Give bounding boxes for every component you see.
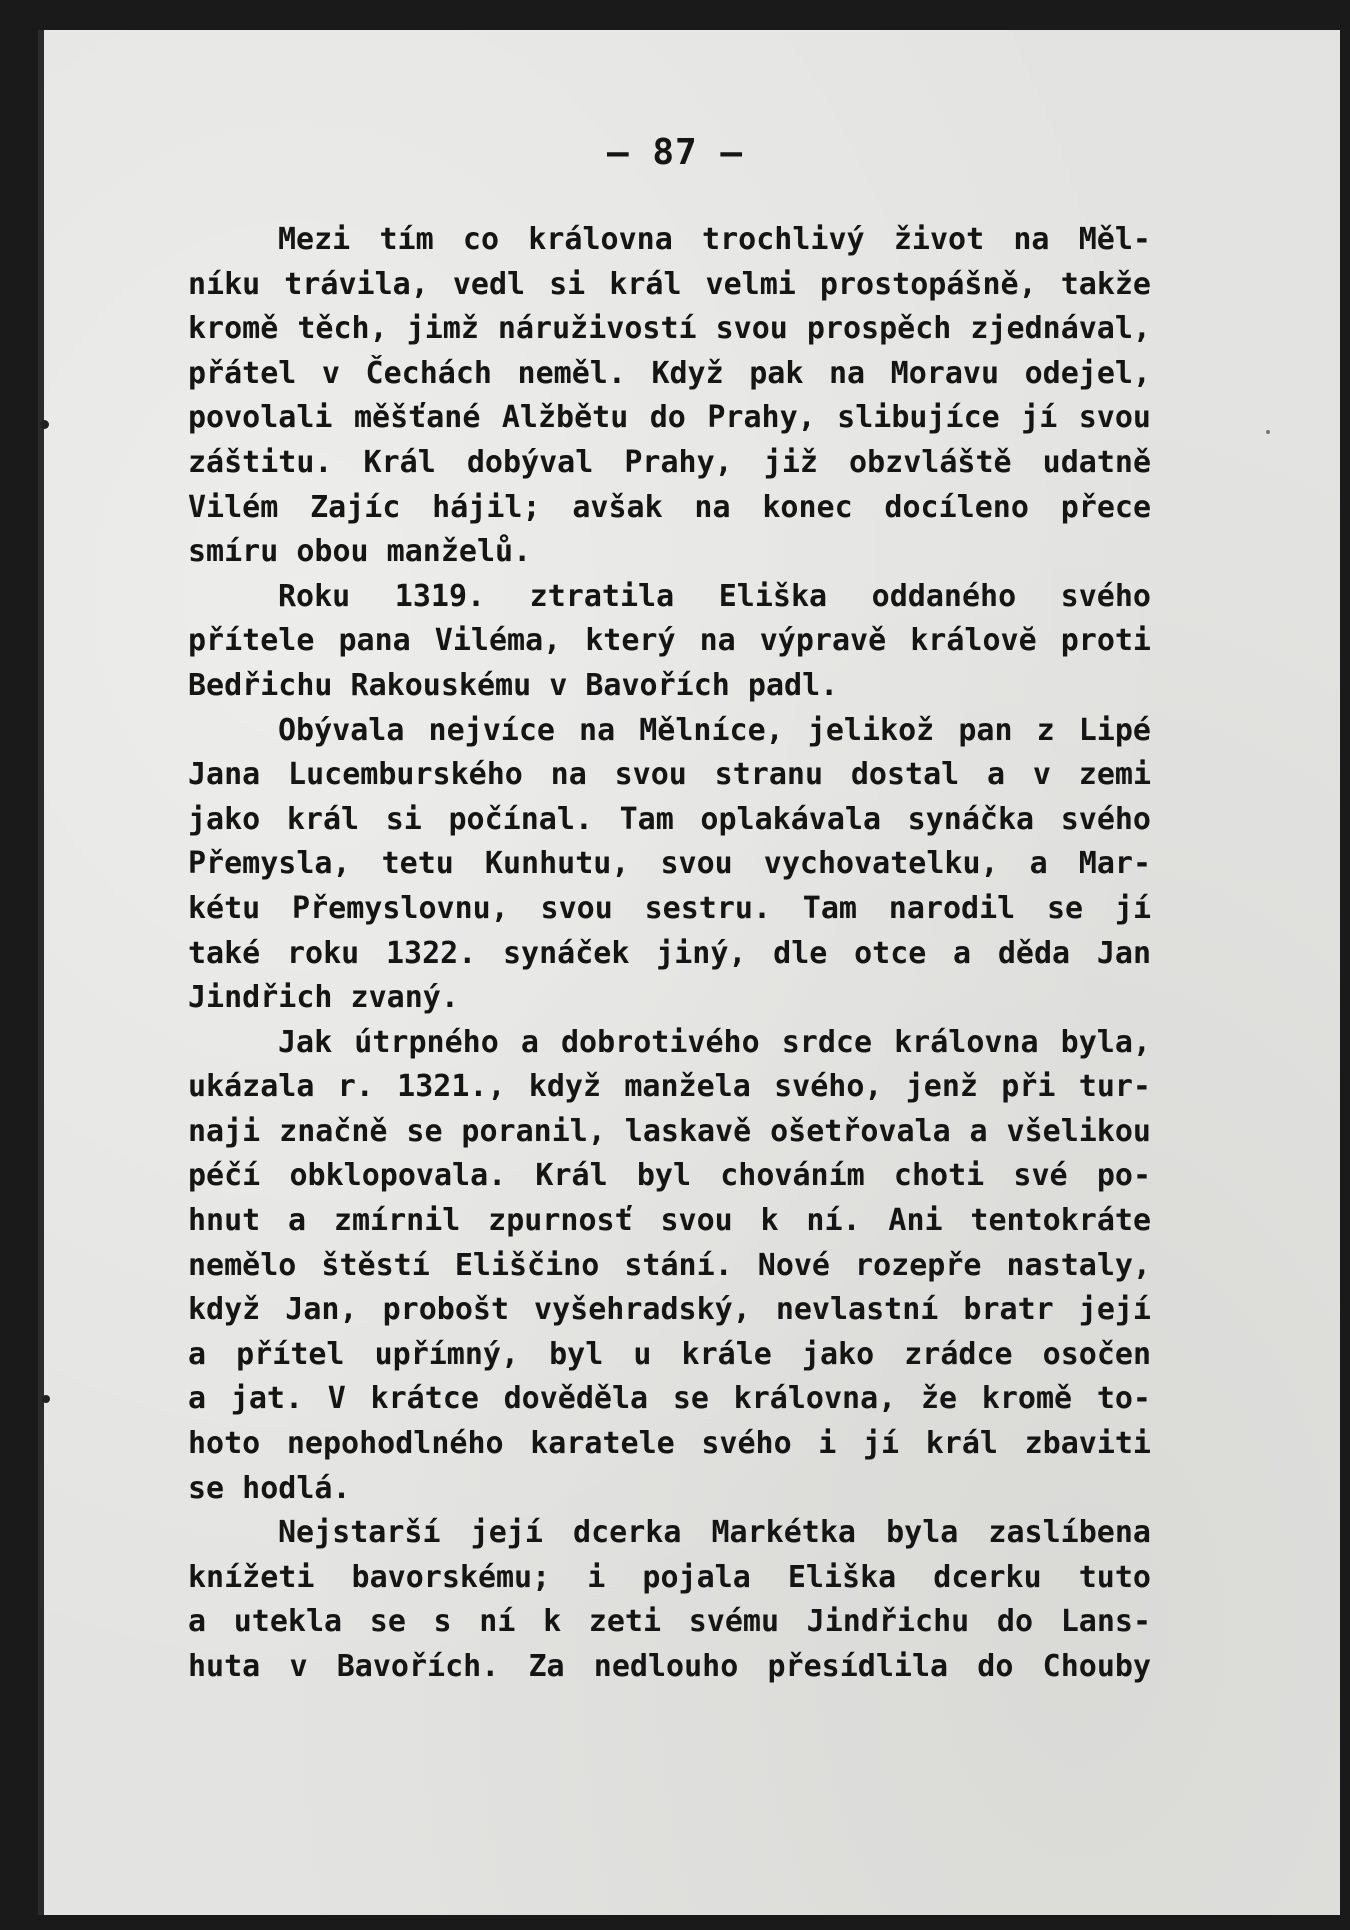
text-line: když Jan, probošt vyšehradský, nevlastní bratr její bbox=[188, 1292, 1151, 1328]
text-line: smíru obou manželů. bbox=[188, 534, 532, 570]
text-line: Vilém Zajíc hájil; avšak na konec docíleno přece bbox=[188, 489, 1151, 525]
text-line: Jak útrpného a dobrotivého srdce královna byla, bbox=[278, 1024, 1151, 1060]
page-gutter-edge bbox=[38, 30, 44, 1915]
ink-speck bbox=[42, 1395, 50, 1403]
text-line: huta v Bavořích. Za nedlouho přesídlila do Chouby bbox=[188, 1649, 1151, 1684]
text-line: a utekla se s ní k zeti svému Jindřichu do Lans- bbox=[188, 1604, 1151, 1640]
text-line: hoto nepohodlného karatele svého i jí král zbaviti bbox=[188, 1426, 1151, 1462]
text-line: přátel v Čechách neměl. Když pak na Moravu odejel, bbox=[188, 355, 1151, 391]
text-line: knížeti bavorskému; i pojala Eliška dcerku tuto bbox=[188, 1559, 1151, 1595]
text-line: jako král si počínal. Tam oplakávala synáčka svého bbox=[188, 801, 1151, 837]
text-line: a jat. V krátce dověděla se královna, že kromě to- bbox=[188, 1381, 1151, 1417]
text-line: přítele pana Viléma, který na výpravě královĕ proti bbox=[188, 623, 1151, 659]
text-line: Obývala nejvíce na Mělníce, jelikož pan z Lipé bbox=[278, 712, 1151, 748]
ink-speck bbox=[1266, 430, 1270, 434]
text-line: a přítel upřímný, byl u krále jako zrádce osočen bbox=[188, 1336, 1151, 1372]
text-line: Bedřichu Rakouskému v Bavořích padl. bbox=[188, 667, 839, 703]
text-line: se hodlá. bbox=[188, 1470, 351, 1506]
text-line: hnut a zmírnil zpurnosť svou k ní. Ani tentokráte bbox=[188, 1203, 1151, 1239]
ink-speck bbox=[40, 420, 49, 429]
text-line: kromě těch, jimž náruživostí svou prospěch zjednával, bbox=[188, 311, 1151, 347]
text-line: Přemysla, tetu Kunhutu, svou vychovatelku, a Mar- bbox=[188, 846, 1151, 882]
text-line: kétu Přemyslovnu, svou sestru. Tam narodil se jí bbox=[188, 890, 1151, 926]
page-number: — 87 — bbox=[606, 132, 744, 173]
text-line: Jana Lucemburského na svou stranu dostal a v zemi bbox=[188, 757, 1151, 793]
text-line: také roku 1322. synáček jiný, dle otce a děda Jan bbox=[188, 935, 1151, 971]
text-line: níku trávila, vedl si král velmi prostopášně, takže bbox=[188, 266, 1151, 302]
text-line: naji značně se poranil, laskavě ošetřovala a všelikou bbox=[188, 1113, 1151, 1149]
text-line: Jindřich zvaný. bbox=[188, 980, 459, 1016]
text-line: Nejstarší její dcerka Markétka byla zaslíbena bbox=[278, 1515, 1151, 1551]
text-line: záštitu. Král dobýval Prahy, již obzvláště udatně bbox=[188, 444, 1151, 480]
text-line: Mezi tím co královna trochlivý život na Měl- bbox=[278, 222, 1151, 257]
text-line: ukázala r. 1321., když manžela svého, jenž při tur- bbox=[188, 1069, 1151, 1105]
text-line: Roku 1319. ztratila Eliška oddaného svého bbox=[278, 578, 1151, 614]
text-line: povolali měšťané Alžbětu do Prahy, slibujíce jí svou bbox=[188, 400, 1151, 436]
body-text bbox=[188, 218, 1151, 1690]
text-line: péčí obklopovala. Král byl chováním choti své po- bbox=[188, 1158, 1151, 1194]
text-line: nemělo štěstí Eliščino stání. Nové rozepře nastaly, bbox=[188, 1247, 1151, 1283]
